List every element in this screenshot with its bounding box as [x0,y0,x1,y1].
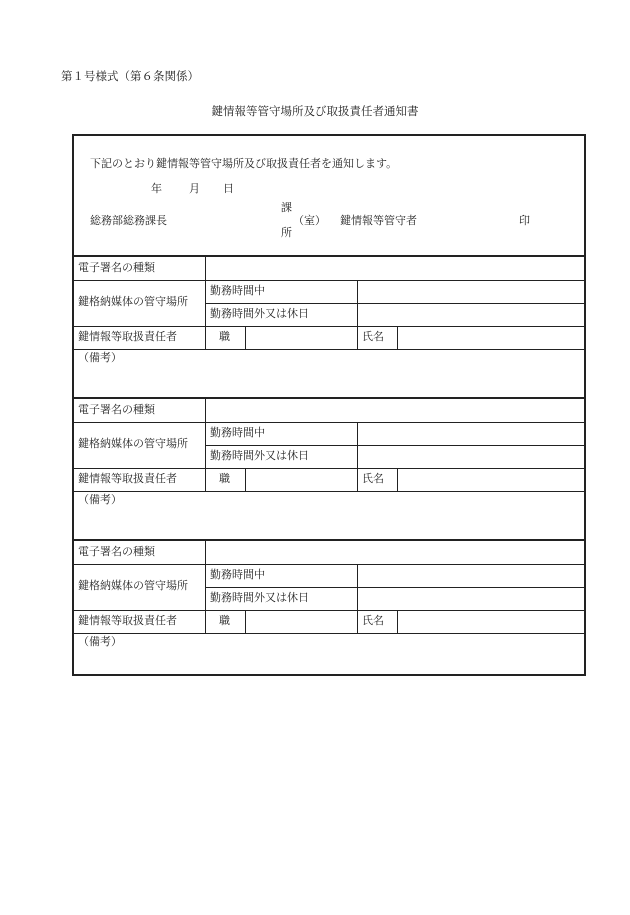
position-label: 職 [219,614,230,627]
during-hours-label: 勤務時間中 [210,568,265,581]
divider [74,349,586,350]
remarks-label: （備考） [78,351,122,364]
divider [205,422,206,491]
divider [245,468,246,491]
signature-type-label: 電子署名の種類 [78,545,155,558]
divider [74,633,586,634]
divider [357,610,358,633]
name-label: 氏名 [362,614,384,627]
storage-place-label: 鍵格納媒体の管守場所 [78,295,188,308]
divider [74,468,586,469]
notice-text: 下記のとおり鍵情報等管守場所及び取扱責任者を通知します。 [90,157,398,170]
form-frame [72,134,586,676]
divider [245,610,246,633]
during-hours-label: 勤務時間中 [210,426,265,439]
outside-hours-label: 勤務時間外又は休日 [210,449,309,462]
divider [357,468,358,491]
position-label: 職 [219,472,230,485]
divider [245,326,246,349]
remarks-label: （備考） [78,635,122,648]
divider [74,491,586,492]
handler-label: 鍵情報等取扱責任者 [78,330,177,343]
document-title: 鍵情報等管守場所及び取扱責任者通知書 [211,104,419,118]
registration-section-2 [74,397,584,539]
form-number: 第１号様式（第６条関係） [61,69,199,83]
divider [397,468,398,491]
registration-section-3 [74,539,584,681]
signature-type-label: 電子署名の種類 [78,261,155,274]
date-day-field[interactable]: 日 [223,182,234,195]
shitsu-label: （室） [293,214,326,227]
registration-section-1 [74,257,584,397]
divider [205,541,206,564]
signature-type-label: 電子署名の種類 [78,403,155,416]
name-label: 氏名 [362,330,384,343]
remarks-label: （備考） [78,493,122,506]
date-year-field[interactable]: 年 [151,182,162,195]
divider [205,445,586,446]
during-hours-label: 勤務時間中 [210,284,265,297]
storage-place-label: 鍵格納媒体の管守場所 [78,579,188,592]
handler-label: 鍵情報等取扱責任者 [78,614,177,627]
divider [74,422,586,423]
divider [74,564,586,565]
seal-mark: 印 [519,214,530,227]
divider [205,303,586,304]
divider [205,564,206,633]
notice-header [74,136,584,257]
handler-label: 鍵情報等取扱責任者 [78,472,177,485]
divider [205,280,206,349]
sho-label: 所 [281,226,292,239]
position-label: 職 [219,330,230,343]
divider [357,326,358,349]
custodian-label: 鍵情報等管守者 [340,214,417,227]
divider [74,280,586,281]
divider [397,326,398,349]
divider [74,326,586,327]
divider [397,610,398,633]
outside-hours-label: 勤務時間外又は休日 [210,591,309,604]
divider [205,587,586,588]
storage-place-label: 鍵格納媒体の管守場所 [78,437,188,450]
outside-hours-label: 勤務時間外又は休日 [210,307,309,320]
divider [205,399,206,422]
divider [74,610,586,611]
ka-label: 課 [281,201,292,214]
recipient-title: 総務部総務課長 [90,214,167,227]
divider [205,257,206,280]
date-month-field[interactable]: 月 [189,182,200,195]
name-label: 氏名 [362,472,384,485]
